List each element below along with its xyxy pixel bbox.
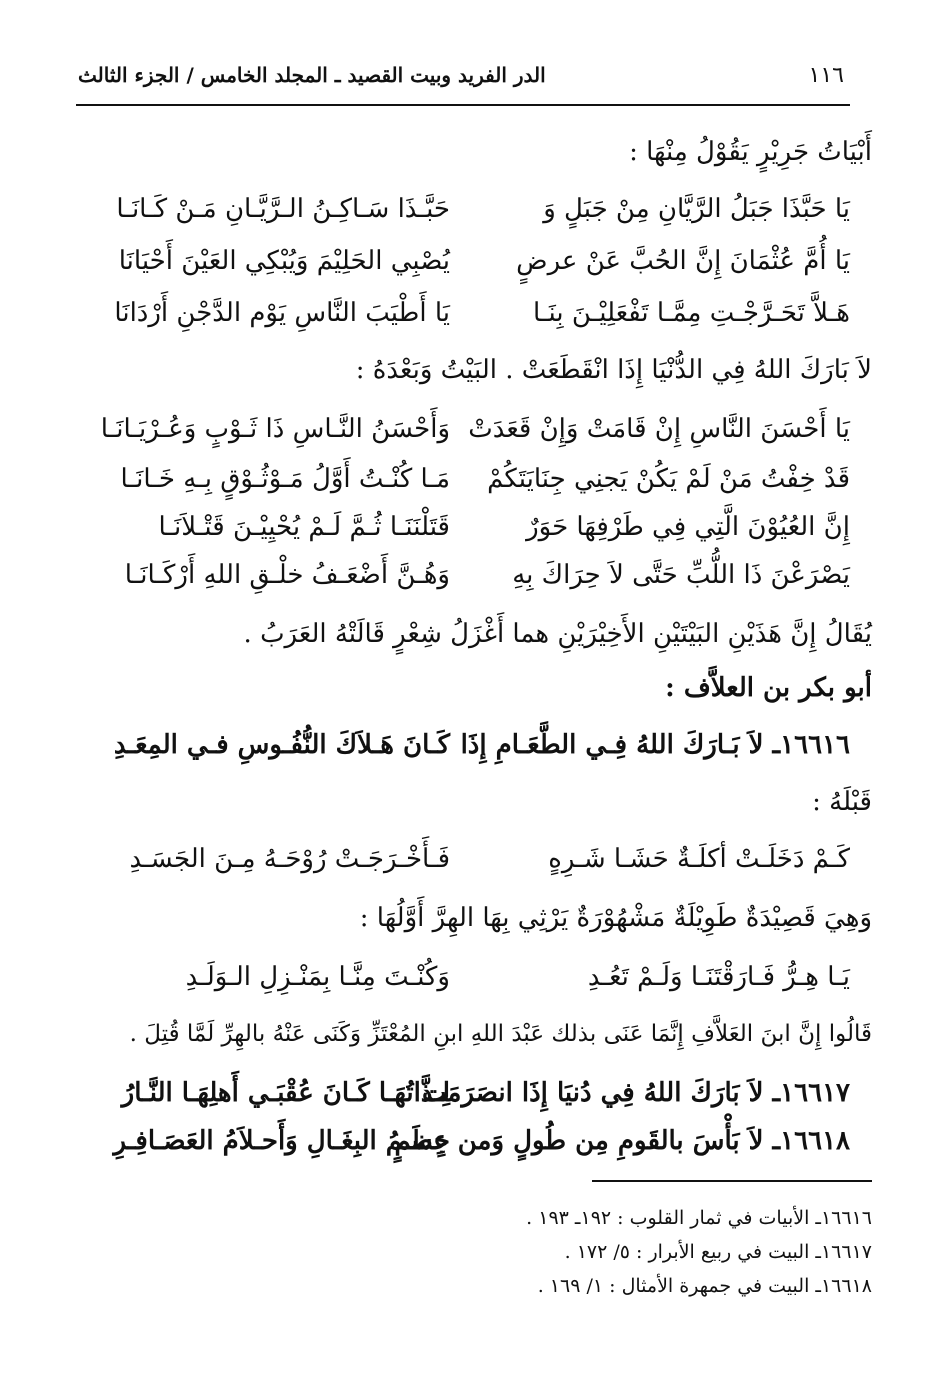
verse-second-hemistich: جِسـمُ البِغَـالِ وَأَحـلاَمُ العَصَـافِـرِ <box>113 1126 450 1156</box>
verse-second-hemistich: فَـأَخْـرَجَـتْ رُوْحَـهُ مِـنَ الجَسَـدِ <box>129 844 450 874</box>
verse-second-hemistich: يَا أَطْيَبَ النَّاسِ يَوْم الدَّجْنِ أَرْدَانَا <box>114 298 450 328</box>
header-rule <box>76 104 850 106</box>
verse-second-hemistich: وَهُـنَّ أَضْعَـفُ خلْـقِ اللهِ أَرْكَـانَـا <box>124 560 450 590</box>
verse-second-hemistich: لِـذَّاتُهَـا كَـانَ عُقْبَـي أَهلِهَـا النَّـارُ <box>121 1078 450 1108</box>
verse-first-hemistich: يَصْرَعْنَ ذَا اللُّبِّ حَتَّى لاَ حِرَاكَ بِهِ <box>512 560 850 590</box>
footnote: ١٦٦١٦ـ الأبيات في ثمار القلوب : ١٩٢ـ ١٩٣ . <box>526 1207 872 1229</box>
verse-line-16618 <box>110 1118 850 1164</box>
verse-second-hemistich: كَـانَ هَـلاَكَ النُّفُـوسِ فـي المِعَـدِ <box>113 730 450 760</box>
footnote-rule <box>592 1180 872 1182</box>
verse-first-hemistich: كَـمْ دَخَلَـتْ أكلَـةٌ حَشَـا شَـرِهٍ <box>548 844 850 874</box>
verse-first-hemistich: يَا أُمَّ عُثْمَانَ إِنَّ الحُبَّ عَنْ عرضٍ <box>516 246 850 276</box>
verse-first-hemistich: قَدْ خِفْتُ مَنْ لَمْ يَكُنْ يَجنِي جِنَايَتَكُمْ <box>487 464 850 494</box>
text-line: قَالُوا إِنَّ ابنَ العَلاَّفِ إِنَّمَا عَنَى بذلك عَبْدَ اللهِ ابنِ المُعْتَزِّ وَكَنَى عَنْهُ بالهِرِّ لَمَّا قُتِلَ . <box>129 1021 872 1047</box>
verse-second-hemistich: وَكُنْـتَ مِنَّـا بِمَنْـزِلِ الـوَلَـدِ <box>185 962 450 992</box>
verse-line <box>110 954 850 1000</box>
verse-second-hemistich: وَأَحْسَنُ النَّـاسِ ذَا ثَـوْبٍ وَعُـرْيَـانَـا <box>100 414 450 444</box>
poet-name: أبو بكر بن العلاَّف : <box>665 673 872 703</box>
verse-line <box>110 186 850 232</box>
verse-line-16617 <box>110 1070 850 1116</box>
verse-line <box>110 456 850 502</box>
footnote: ١٦٦١٧ـ البيت في ربيع الأبرار : ٥/ ١٧٢ . <box>564 1241 872 1263</box>
verse-second-hemistich: مَـا كُنْـتُ أَوَّلُ مَـوْثُـوْقٍ بِـهِ خَـانَـا <box>120 464 450 494</box>
verse-first-hemistich: هَـلاَّ تَحَـرَّجْـتِ مِمَّـا تَفْعَلِيْـنَ بِنَـا <box>532 298 850 328</box>
text-line: يُقَالُ إِنَّ هَذَيْنِ البَيْتَيْنِ الأَخِيْرَيْنِ هما أَغْزَلُ شِعْرٍ قَالَتْهُ العَرَبُ . <box>243 619 872 649</box>
text-line: قَبْلَهُ : <box>812 787 872 817</box>
verse-first-hemistich: يَـا هِـرُّ فَـارَقْتَنَـا وَلَـمْ تَعُـدِ <box>587 962 850 992</box>
verse-line <box>110 836 850 882</box>
verse-second-hemistich: حَبَّـذَا سَـاكِـنُ الـرَّيَّـانِ مَـنْ كَـانَـا <box>116 194 450 224</box>
verse-line <box>100 406 850 452</box>
verse-first-hemistich: ١٦٦١٦ـ لاَ بَـارَكَ اللهُ فِـي الطَّعَـامِ إِذَا <box>460 730 850 760</box>
footnote: ١٦٦١٨ـ البيت في جمهرة الأمثال : ١/ ١٦٩ . <box>537 1275 872 1297</box>
text-line: وَهِيَ قَصِيْدَةٌ طَوِيْلَةٌ مَشْهُوْرَةٌ يَرْثِي بِهَا الهِرَّ أَوَّلُهَا : <box>359 903 872 933</box>
verse-line <box>110 290 850 336</box>
verse-first-hemistich: ١٦٦١٨ـ لاَ بَأْسَ بالقَومِ مِن طُولٍ وَمن عِظَمٍ <box>394 1126 850 1156</box>
intro-line: أَبْيَاتُ جَرِيْرٍ يَقُوْلُ مِنْهَا : <box>629 137 872 167</box>
verse-first-hemistich: ١٦٦١٧ـ لاَ بَارَكَ اللهُ فِي دُنيَا إِذَا انصَرَمَت <box>422 1078 850 1108</box>
verse-line-16616 <box>110 722 850 768</box>
verse-line <box>110 238 850 284</box>
verse-line <box>110 552 850 598</box>
verse-line <box>110 504 850 550</box>
verse-first-hemistich: يَا أَحْسَنَ النَّاسِ إِنْ قَامَتْ وَإِنْ قَعَدَتْ <box>468 414 850 444</box>
page-number: ١١٦ <box>808 62 844 88</box>
running-title: الدر الفريد وبيت القصيد ـ المجلد الخامس / الجزء الثالث <box>78 63 546 87</box>
verse-second-hemistich: قَتَلْنَنَـا ثُـمَّ لَـمْ يُحْيِيْـنَ قَتْـلاَنَـا <box>158 512 450 542</box>
page-header <box>78 58 844 92</box>
verse-first-hemistich: إِنَّ العُيُوْنَ الَّتِي فِي طَرْفِهَا حَوَرٌ <box>526 512 850 542</box>
text-line: لاَ بَارَكَ اللهُ فِي الدُّنْيَا إِذَا انْقَطَعَتْ . البَيْتُ وَبَعْدَهُ : <box>355 355 872 385</box>
verse-second-hemistich: يُصْبِي الحَلِيْمَ وَيُبْكِي العَيْنَ أَحْيَانَا <box>118 246 450 276</box>
verse-first-hemistich: يَا حَبَّذَا جَبَلُ الرَّيَّانِ مِنْ جَبَلٍ وَ <box>543 194 850 224</box>
